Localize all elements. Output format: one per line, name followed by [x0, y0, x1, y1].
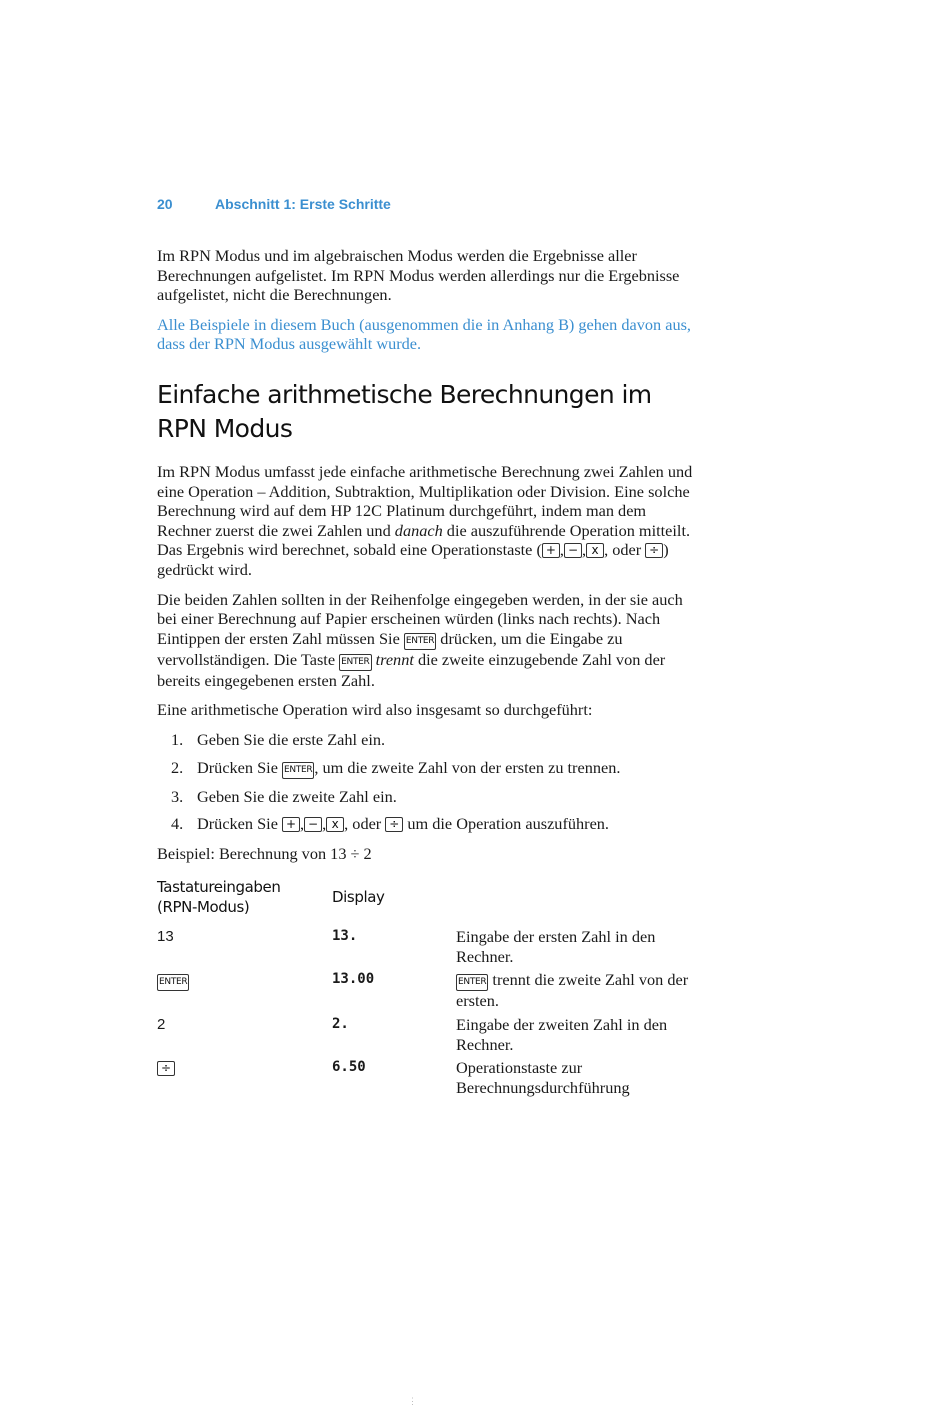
divide-key-icon: ÷ — [385, 817, 403, 832]
display-cell: 6.50 — [332, 1059, 366, 1076]
running-header — [157, 196, 391, 212]
display-cell: 13. — [332, 928, 358, 945]
keystroke-cell — [157, 970, 332, 1015]
column-header-display: Display — [332, 888, 385, 907]
table-row — [157, 970, 702, 1015]
table-row — [157, 927, 702, 970]
note-paragraph: Alle Beispiele in diesem Buch (ausgenommen die in Anhang B) gehen davon aus, dass der RPN Modus ausgewählt wurde. — [157, 314, 691, 354]
times-key-icon: x — [586, 543, 604, 558]
list-item: 3. Geben Sie die zweite Zahl ein. — [171, 786, 397, 806]
plus-key-icon: + — [282, 817, 300, 832]
section-title: Einfache arithmetische Berechnungen im RPN Modus — [157, 379, 652, 443]
rpn-explanation-paragraph: Im RPN Modus umfasst jede einfache arithmetische Berechnung zwei Zahlen und eine Operation – Addition, Subtraktion, Multiplikation oder Division. Eine solche Berechnung wird auf dem HP 12C Platinum durchgeführt, indem man dem Rechner zuerst die zwei Zahlen und danach die auszuführende Operation mitteilt. Das Ergebnis wird berechnet, sobald eine Operationstaste ( + , − , x , oder ÷ ) gedrückt wird. — [157, 461, 693, 579]
divide-key-icon: ÷ — [157, 1061, 175, 1076]
list-item: 4. Drücken Sie + , − , x , oder ÷ um die Operation auszuführen. — [171, 814, 610, 834]
page-body — [157, 246, 702, 1101]
emphasis-trennt: trennt — [375, 649, 414, 669]
list-item: 1. Geben Sie die erste Zahl ein. — [171, 729, 386, 749]
enter-key-icon: ENTER — [157, 974, 189, 991]
column-header-description — [456, 877, 702, 927]
display-cell: 2. — [332, 1016, 349, 1033]
steps-list — [157, 730, 702, 834]
intro-paragraph: Im RPN Modus und im algebraischen Modus werden die Ergebnisse aller Berechnungen aufgelistet. Im RPN Modus werden allerdings nur die Ergebnisse aufgelistet, nicht die Berechnungen. — [157, 246, 680, 305]
keystroke-cell: 2 — [157, 1016, 166, 1034]
enter-key-icon: ENTER — [456, 974, 488, 991]
order-paragraph: Die beiden Zahlen sollten in der Reihenfolge eingegeben werden, in der sie auch bei einer Berechnung auf Papier erscheinen würden (links nach rechts). Nach Eintippen der ersten Zahl müssen Sie ENTER drücken, um die Eingabe zu vervollständigen. Die Taste ENTER trennt die zweite einzugebende Zahl von der bereits eingegebenen ersten Zahl. — [157, 589, 683, 690]
emphasis-danach: danach — [394, 520, 443, 540]
display-cell: 13.00 — [332, 971, 375, 988]
description-cell: Eingabe der zweiten Zahl in den Rechner. — [456, 1015, 668, 1054]
description-cell: ENTER trennt die zweite Zahl von der ersten. — [456, 970, 689, 1011]
keystroke-table — [157, 877, 702, 1101]
minus-key-icon: − — [564, 543, 582, 558]
procedure-intro: Eine arithmetische Operation wird also insgesamt so durchgeführt: — [157, 700, 593, 720]
description-cell: Eingabe der ersten Zahl in den Rechner. — [456, 927, 656, 966]
plus-key-icon: + — [542, 543, 560, 558]
minus-key-icon: − — [304, 817, 322, 832]
enter-key-icon: ENTER — [404, 633, 436, 650]
divide-key-icon: ÷ — [645, 543, 663, 558]
section-header: Abschnitt 1: Erste Schritte — [215, 196, 391, 212]
table-header-row — [157, 877, 702, 927]
table-row — [157, 1058, 702, 1101]
enter-key-icon: ENTER — [282, 762, 314, 779]
keystroke-cell: 13 — [157, 928, 174, 946]
footer-marks: ⋮ — [408, 1396, 417, 1406]
keystroke-cell — [157, 1058, 332, 1101]
description-cell: Operationstaste zur Berechnungsdurchführung — [456, 1058, 630, 1097]
table-row — [157, 1015, 702, 1058]
column-header-keys: Tastatureingaben (RPN-Modus) — [157, 878, 281, 917]
page-number: 20 — [157, 196, 173, 212]
list-item: 2. Drücken Sie ENTER , um die zweite Zahl von der ersten zu trennen. — [171, 757, 621, 777]
example-caption: Beispiel: Berechnung von 13 ÷ 2 — [157, 843, 372, 863]
enter-key-icon: ENTER — [339, 654, 371, 671]
times-key-icon: x — [326, 817, 344, 832]
